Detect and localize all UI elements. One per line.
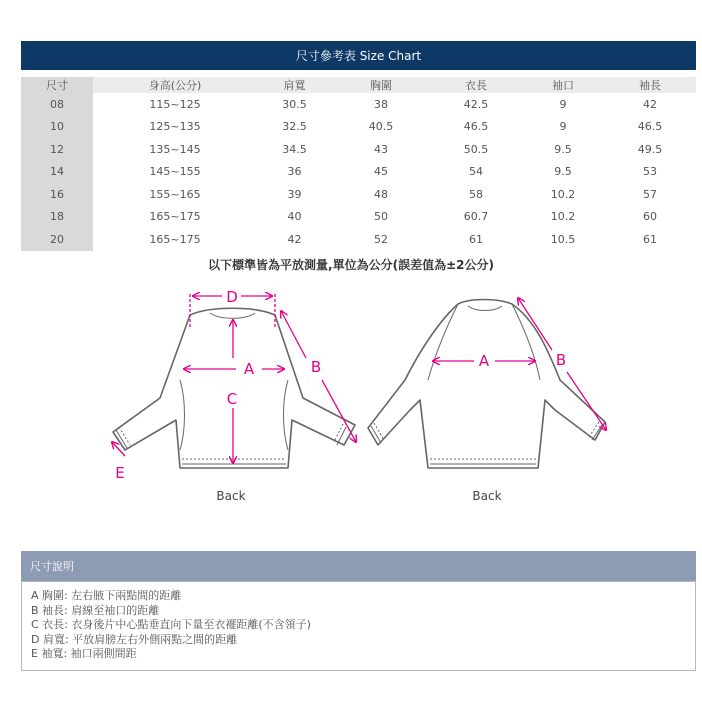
size-chart-title: 尺寸參考表 Size Chart: [21, 41, 696, 70]
table-cell: 45: [374, 165, 388, 179]
table-cell: 18: [21, 206, 93, 229]
table-cell: 125~135: [149, 120, 201, 134]
table-cell: 135~145: [149, 142, 201, 156]
header-length: 衣長: [430, 77, 522, 93]
table-row: [21, 228, 696, 251]
left-garment-outline: [113, 308, 355, 468]
description-item-d: D 肩寬: 平放肩膀左右外側兩點之間的距離: [31, 632, 238, 646]
table-cell: 20: [21, 228, 93, 251]
table-cell: 10.2: [550, 210, 576, 224]
header-size: 尺寸: [21, 77, 93, 93]
table-cell: 42: [287, 232, 302, 246]
table-row: [21, 116, 696, 139]
header-chest: 胸圍: [332, 77, 430, 93]
measurement-note: 以下標準皆為平放測量,單位為公分(誤差值為±2公分): [208, 258, 494, 272]
table-cell: 9: [559, 120, 567, 134]
table-cell: 46.5: [637, 120, 663, 134]
table-cell: 52: [374, 232, 388, 246]
table-cell: 14: [21, 161, 93, 184]
description-item-b: B 袖長: 肩線至袖口的距離: [31, 603, 160, 617]
mark-d: D: [226, 288, 238, 306]
table-row: [21, 138, 696, 161]
table-cell: 9.5: [554, 142, 572, 156]
table-cell: 165~175: [149, 232, 201, 246]
measurement-diagram: [0, 280, 702, 520]
table-cell: 39: [287, 187, 302, 201]
mark-e: E: [115, 464, 125, 482]
table-row: [21, 183, 696, 206]
left-back-label: Back: [216, 489, 246, 503]
table-cell: 08: [21, 93, 93, 116]
table-cell: 49.5: [637, 142, 663, 156]
table-cell: 9.5: [554, 165, 572, 179]
table-row: [21, 206, 696, 229]
description-item-a: A 胸圍: 左右腋下兩點間的距離: [31, 589, 182, 602]
table-cell: 50: [374, 210, 388, 224]
mark-c: C: [226, 390, 238, 408]
table-cell: 30.5: [282, 97, 307, 111]
table-cell: 60: [643, 210, 657, 224]
table-cell: 10.2: [550, 187, 576, 201]
table-cell: 9: [559, 97, 567, 111]
table-cell: 57: [643, 187, 657, 201]
table-cell: 16: [21, 183, 93, 206]
header-cuff: 袖口: [522, 77, 604, 93]
size-table: [21, 77, 696, 251]
table-cell: 42.5: [463, 97, 489, 111]
table-row: [21, 161, 696, 184]
table-cell: 38: [374, 97, 388, 111]
table-cell: 10.5: [550, 232, 576, 246]
table-cell: 43: [374, 142, 388, 156]
table-cell: 61: [469, 232, 483, 246]
right-back-label: Back: [472, 489, 502, 503]
table-cell: 61: [643, 232, 657, 246]
table-cell: 12: [21, 138, 93, 161]
description-body: [21, 581, 696, 671]
table-cell: 40.5: [368, 120, 394, 134]
table-cell: 36: [287, 165, 302, 179]
table-cell: 42: [643, 97, 657, 111]
description-item-e: E 袖寬: 袖口兩側間距: [31, 647, 137, 660]
table-header-row: [21, 77, 696, 93]
table-cell: 40: [287, 210, 302, 224]
table-cell: 32.5: [282, 120, 307, 134]
table-cell: 155~165: [149, 187, 201, 201]
table-cell: 115~125: [149, 97, 201, 111]
header-shoulder: 肩寬: [257, 77, 332, 93]
table-cell: 50.5: [463, 142, 489, 156]
table-cell: 46.5: [463, 120, 489, 134]
table-cell: 48: [374, 187, 388, 201]
table-cell: 165~175: [149, 210, 201, 224]
header-height: 身高(公分): [93, 77, 257, 93]
mark-b-left: B: [310, 358, 322, 376]
table-cell: 54: [469, 165, 483, 179]
mark-a-left: A: [243, 360, 255, 378]
size-table-body: [21, 93, 696, 251]
mark-b-right: B: [555, 351, 567, 369]
table-row: [21, 93, 696, 116]
table-cell: 145~155: [149, 165, 201, 179]
table-cell: 10: [21, 116, 93, 139]
table-cell: 53: [643, 165, 657, 179]
table-cell: 58: [469, 187, 483, 201]
table-cell: 34.5: [282, 142, 307, 156]
description-item-c: C 衣長: 衣身後片中心點垂直向下量至衣襬距離(不含領子): [31, 618, 311, 631]
description-heading: 尺寸說明: [21, 551, 696, 581]
table-cell: 60.7: [463, 210, 489, 224]
right-garment-outline: [368, 300, 605, 469]
header-sleeve: 袖長: [604, 77, 696, 93]
mark-a-right: A: [478, 352, 490, 370]
